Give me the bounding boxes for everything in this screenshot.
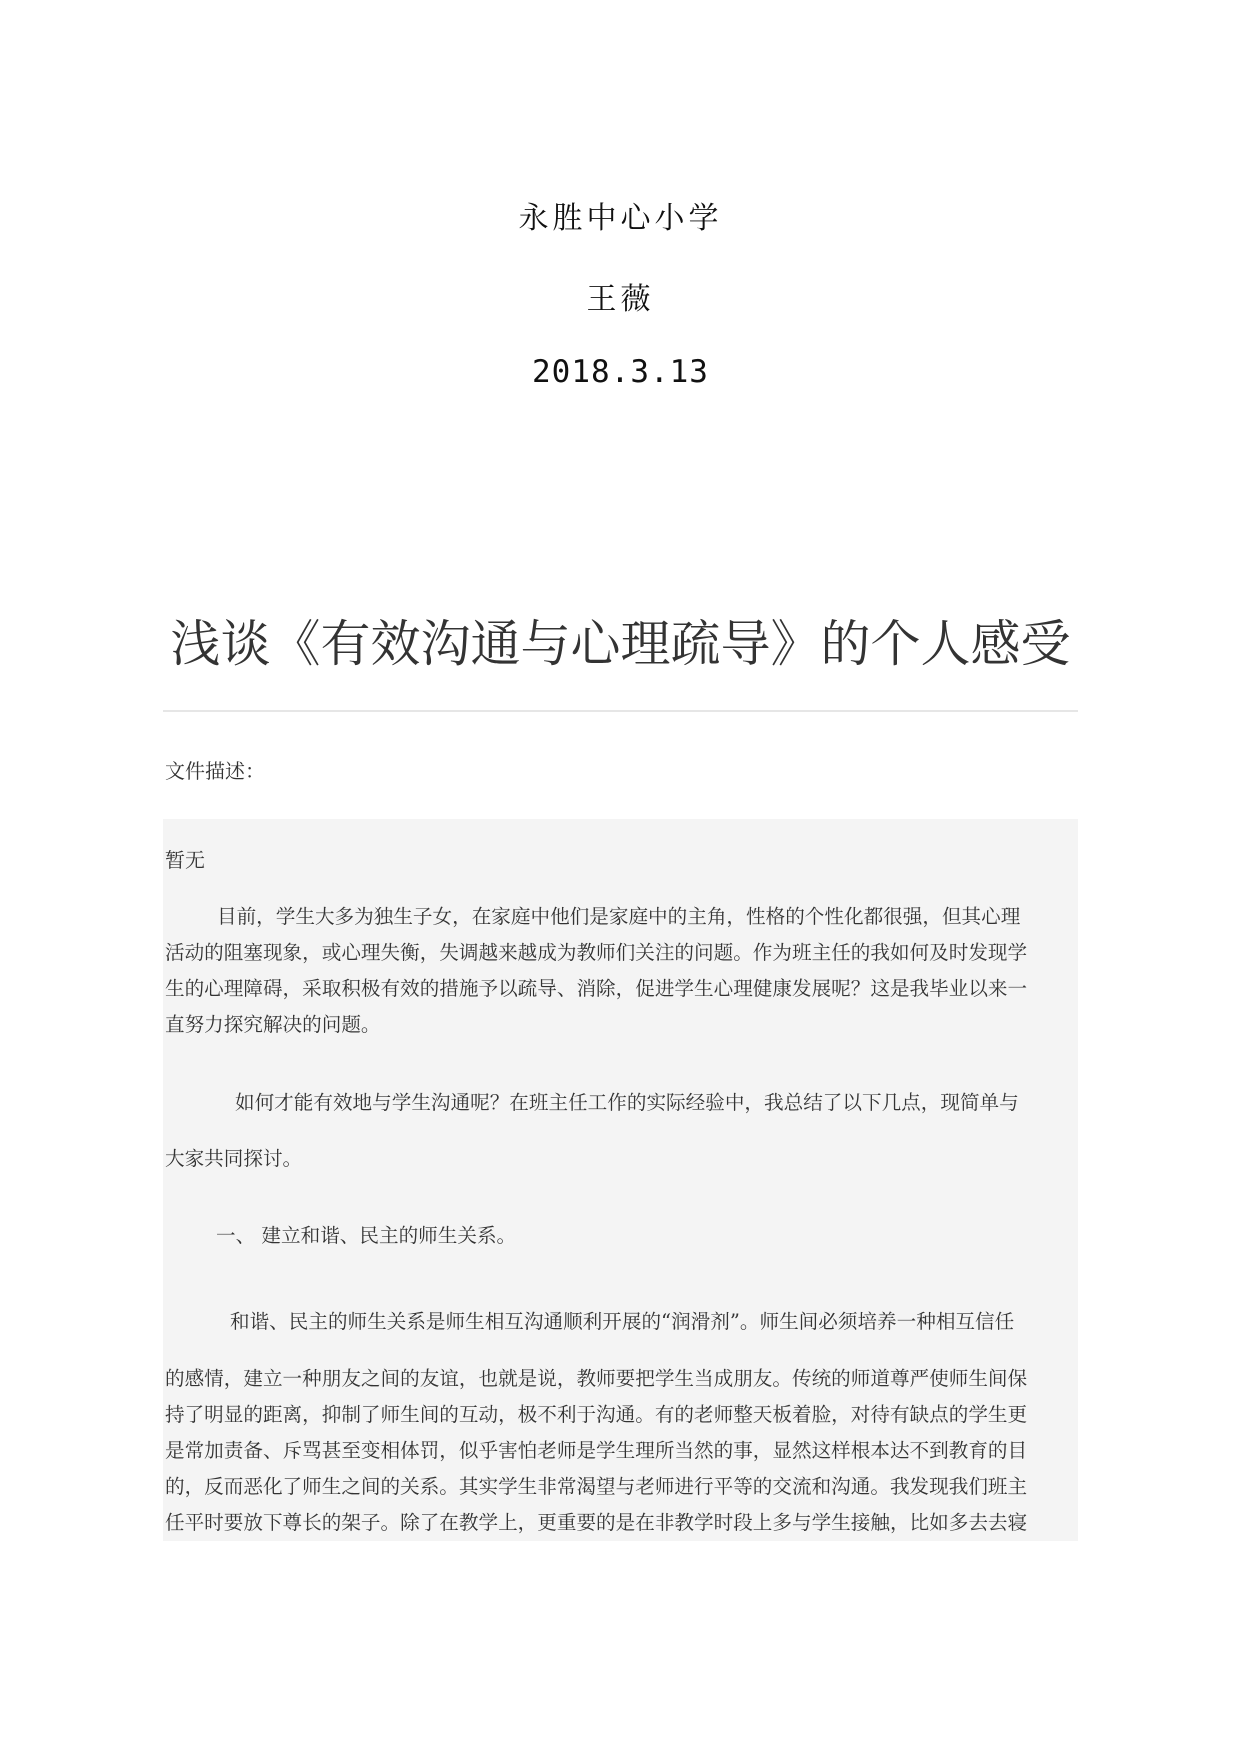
document-date: 2018.3.13	[532, 354, 709, 390]
paragraph-line: 大家共同探讨。	[165, 1147, 303, 1170]
paragraph-line: 的，反而恶化了师生之间的关系。其实学生非常渴望与老师进行平等的交流和沟通。我发现我们班主	[165, 1475, 1028, 1498]
paragraph-1	[165, 899, 1077, 1043]
paragraph-line: 持了明显的距离，抑制了师生间的互动，极不利于沟通。有的老师整天板着脸，对待有缺点的学生更	[165, 1403, 1028, 1426]
paragraph-2	[165, 1085, 1077, 1121]
paragraph-line: 活动的阻塞现象，或心理失衡，失调越来越成为教师们关注的问题。作为班主任的我如何及时发现学	[165, 941, 1028, 964]
paragraph-line: 任平时要放下尊长的架子。除了在教学上，更重要的是在非教学时段上多与学生接触，比如多去去寝	[165, 1511, 1028, 1534]
title-divider	[163, 710, 1078, 712]
paragraph-line: 如何才能有效地与学生沟通呢？在班主任工作的实际经验中，我总结了以下几点，现简单与	[235, 1091, 1019, 1114]
paragraph-line: 目前，学生大多为独生子女，在家庭中他们是家庭中的主角，性格的个性化都很强，但其心理	[217, 905, 1021, 928]
paragraph-line: 直努力探究解决的问题。	[165, 1013, 381, 1036]
paragraph-3	[165, 1361, 1077, 1541]
school-name: 永胜中心小学	[518, 201, 723, 236]
paragraph-3-first-line	[165, 1304, 1077, 1340]
author-name: 王薇	[586, 282, 655, 317]
paragraph-2-continued	[165, 1141, 1077, 1177]
section-heading: 一、 建立和谐、民主的师生关系。	[216, 1224, 517, 1247]
paragraph-line: 是常加责备、斥骂甚至变相体罚，似乎害怕老师是学生理所当然的事，显然这样根本达不到教育的目	[165, 1439, 1028, 1462]
description-value: 暂无	[165, 848, 205, 872]
description-label: 文件描述：	[165, 759, 265, 783]
section-heading-1	[165, 1218, 1077, 1254]
paragraph-line: 和谐、民主的师生关系是师生相互沟通顺利开展的“润滑剂”。师生间必须培养一种相互信任	[230, 1310, 1015, 1333]
paragraph-line: 生的心理障碍，采取积极有效的措施予以疏导、消除，促进学生心理健康发展呢？这是我毕业以来一	[165, 977, 1028, 1000]
paragraph-line: 的感情，建立一种朋友之间的友谊，也就是说，教师要把学生当成朋友。传统的师道尊严使师生间保	[165, 1367, 1028, 1390]
article-title: 浅谈《有效沟通与心理疏导》的个人感受	[170, 615, 1071, 673]
